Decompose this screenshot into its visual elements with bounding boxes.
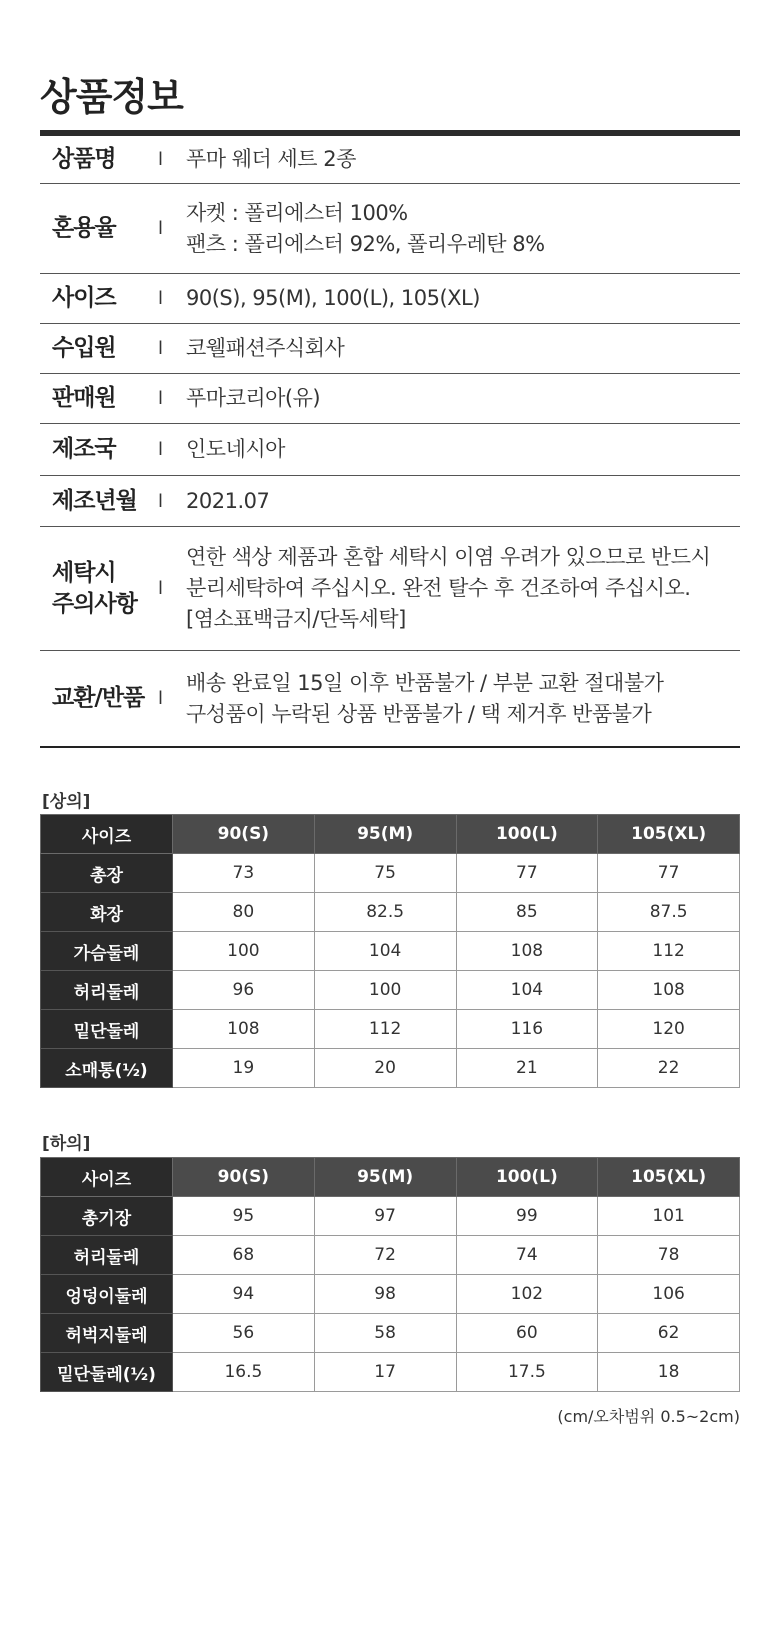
info-label: 사이즈	[52, 285, 116, 311]
table-cell: 102	[456, 1275, 598, 1314]
table-cell: 85	[456, 893, 598, 932]
table-cell: 108	[598, 971, 740, 1010]
row-label: 허벅지둘레	[41, 1314, 173, 1353]
table-cell: 120	[598, 1010, 740, 1049]
table-cell: 108	[173, 1010, 315, 1049]
table-header-cell: 90(S)	[173, 815, 315, 854]
table-cell: 17.5	[456, 1353, 598, 1392]
table-cell: 19	[173, 1049, 315, 1088]
row-label: 총장	[41, 854, 173, 893]
row-label: 허리둘레	[41, 1236, 173, 1275]
table-header-cell: 100(L)	[456, 815, 598, 854]
table-cell: 72	[314, 1236, 456, 1275]
info-value: 90(S), 95(M), 100(L), 105(XL)	[186, 286, 480, 310]
row-label: 소매통(½)	[41, 1049, 173, 1088]
table-header-cell: 95(M)	[314, 815, 456, 854]
table-cell: 73	[173, 854, 315, 893]
table-cell: 100	[173, 932, 315, 971]
info-row-manufactured-date	[40, 476, 740, 527]
table-cell: 58	[314, 1314, 456, 1353]
table-row	[41, 971, 740, 1010]
table-cell: 22	[598, 1049, 740, 1088]
table-cell: 74	[456, 1236, 598, 1275]
table-header-cell: 105(XL)	[598, 815, 740, 854]
table-cell: 82.5	[314, 893, 456, 932]
table-header-cell: 100(L)	[456, 1158, 598, 1197]
row-label: 밑단둘레	[41, 1010, 173, 1049]
table-cell: 108	[456, 932, 598, 971]
table-row	[41, 854, 740, 893]
table-row	[41, 932, 740, 971]
table-cell: 68	[173, 1236, 315, 1275]
info-value: 배송 완료일 15일 이후 반품불가 / 부분 교환 절대불가 구성품이 누락된 상품 반품불가 / 택 제거후 반품불가	[186, 670, 664, 726]
row-label: 총기장	[41, 1197, 173, 1236]
info-label: 상품명	[52, 146, 116, 172]
table-cell: 77	[598, 854, 740, 893]
table-cell: 104	[456, 971, 598, 1010]
row-label: 화장	[41, 893, 173, 932]
row-label: 엉덩이둘레	[41, 1275, 173, 1314]
table-cell: 112	[598, 932, 740, 971]
table-cell: 101	[598, 1197, 740, 1236]
table-cell: 100	[314, 971, 456, 1010]
table-cell: 17	[314, 1353, 456, 1392]
table-cell: 77	[456, 854, 598, 893]
table-cell: 16.5	[173, 1353, 315, 1392]
table-cell: 104	[314, 932, 456, 971]
info-label: 세탁시 주의사항	[52, 559, 137, 617]
info-separator: l	[158, 490, 164, 512]
table-header-cell: 사이즈	[41, 1158, 173, 1197]
measurement-note: (cm/오차범위 0.5~2cm)	[557, 1407, 740, 1426]
table-row	[41, 1010, 740, 1049]
info-row-importer	[40, 324, 740, 374]
info-value: 연한 색상 제품과 혼합 세탁시 이염 우려가 있으므로 반드시 분리세탁하여 주십시오. 완전 탈수 후 건조하여 주십시오. [염소표백금지/단독세탁]	[186, 545, 711, 631]
row-label: 밑단둘레(½)	[41, 1353, 173, 1392]
table-cell: 75	[314, 854, 456, 893]
info-separator: l	[158, 388, 164, 409]
table-cell: 21	[456, 1049, 598, 1088]
page-title: 상품정보	[40, 75, 183, 119]
info-label: 판매원	[52, 385, 116, 411]
table-header-cell: 사이즈	[41, 815, 173, 854]
row-label: 가슴둘레	[41, 932, 173, 971]
info-value: 코웰패션주식회사	[186, 336, 345, 360]
info-row-size	[40, 274, 740, 324]
info-value: 인도네시아	[186, 437, 285, 461]
table-cell: 78	[598, 1236, 740, 1275]
table-cell: 99	[456, 1197, 598, 1236]
info-separator: l	[158, 218, 164, 239]
info-value: 2021.07	[186, 488, 270, 513]
info-row-product-name	[40, 136, 740, 184]
table-cell: 87.5	[598, 893, 740, 932]
table-cell: 97	[314, 1197, 456, 1236]
table-header-cell: 95(M)	[314, 1158, 456, 1197]
info-separator: l	[158, 688, 164, 709]
table-cell: 18	[598, 1353, 740, 1392]
info-separator: l	[158, 149, 164, 170]
info-separator: l	[158, 338, 164, 359]
table-row	[41, 1275, 740, 1314]
info-row-material	[40, 184, 740, 274]
info-label: 수입원	[52, 335, 116, 361]
table-header-cell: 105(XL)	[598, 1158, 740, 1197]
info-row-exchange-return	[40, 651, 740, 748]
table-cell: 112	[314, 1010, 456, 1049]
bottom-size-label: [하의]	[42, 1134, 91, 1154]
table-header-row	[41, 1158, 740, 1197]
table-cell: 94	[173, 1275, 315, 1314]
table-cell: 95	[173, 1197, 315, 1236]
info-value: 푸마코리아(유)	[186, 386, 321, 410]
table-row	[41, 1197, 740, 1236]
info-value: 자켓 : 폴리에스터 100% 팬츠 : 폴리에스터 92%, 폴리우레탄 8%	[186, 200, 545, 256]
info-separator: l	[158, 439, 164, 460]
table-cell: 106	[598, 1275, 740, 1314]
table-row	[41, 1236, 740, 1275]
top-size-label: [상의]	[42, 792, 91, 812]
info-label: 제조년월	[52, 487, 137, 514]
table-row	[41, 1314, 740, 1353]
table-header-row	[41, 815, 740, 854]
table-row	[41, 893, 740, 932]
table-cell: 116	[456, 1010, 598, 1049]
info-label: 혼용율	[52, 215, 116, 241]
info-label: 제조국	[52, 436, 116, 462]
table-cell: 62	[598, 1314, 740, 1353]
table-header-cell: 90(S)	[173, 1158, 315, 1197]
table-cell: 60	[456, 1314, 598, 1353]
table-cell: 80	[173, 893, 315, 932]
table-cell: 56	[173, 1314, 315, 1353]
info-value: 푸마 웨더 세트 2종	[186, 147, 356, 171]
table-cell: 96	[173, 971, 315, 1010]
info-row-country	[40, 424, 740, 476]
info-separator: l	[158, 578, 164, 599]
table-cell: 20	[314, 1049, 456, 1088]
product-info-table	[40, 136, 740, 748]
row-label: 허리둘레	[41, 971, 173, 1010]
info-label: 교환/반품	[52, 685, 145, 711]
table-cell: 98	[314, 1275, 456, 1314]
table-row	[41, 1049, 740, 1088]
bottom-size-table	[40, 1157, 740, 1392]
info-row-seller	[40, 374, 740, 424]
table-row	[41, 1353, 740, 1392]
info-row-washing	[40, 527, 740, 651]
info-separator: l	[158, 288, 164, 309]
top-size-table	[40, 814, 740, 1088]
